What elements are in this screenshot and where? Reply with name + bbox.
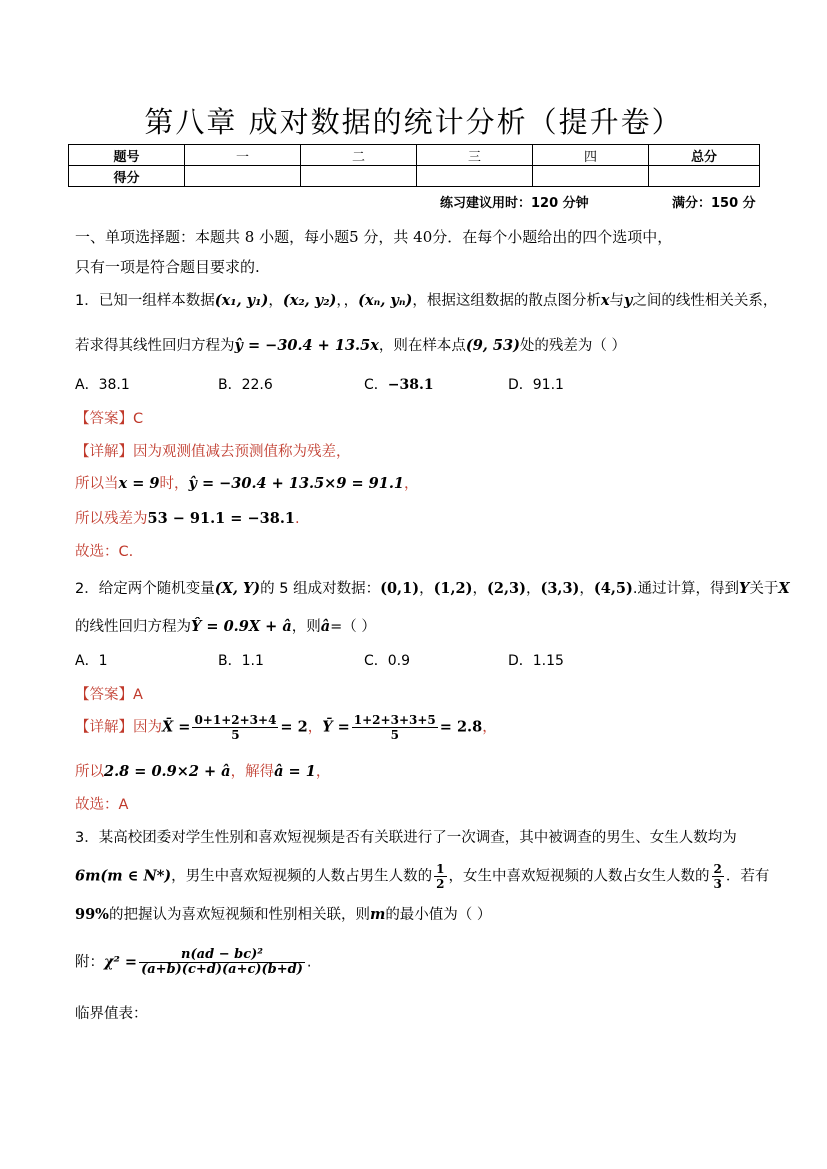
detail-math: 53 − 91.1 = −38.1	[147, 510, 295, 527]
score-table-header-row	[69, 145, 760, 166]
q1-answer: 【答案】C	[75, 411, 144, 427]
q3-line3	[75, 903, 491, 924]
fraction-numerator: 1	[436, 862, 445, 876]
q2-detail-line1	[75, 713, 497, 742]
fraction-numerator: 1+2+3+3+5	[353, 713, 436, 727]
ybar-fraction	[352, 713, 438, 742]
detail-text: 因为观测值减去预测值称为残差，	[133, 444, 351, 460]
q1-text: 1．已知一组样本数据	[75, 293, 215, 309]
fraction-denominator: 2	[436, 877, 445, 891]
header-cell: 题号	[69, 145, 185, 166]
q1-line1	[75, 289, 777, 310]
score-cell[interactable]	[417, 166, 533, 187]
q3-line1: 3．某高校团委对学生性别和喜欢短视频是否有关联进行了一次调查，其中被调查的男生、女生人数均为	[75, 830, 737, 846]
q2-ahat: â	[320, 618, 331, 635]
score-cell[interactable]	[301, 166, 417, 187]
suggested-time: 练习建议用时：120 分钟	[440, 196, 589, 211]
xbar: X̄ =	[162, 718, 191, 736]
detail-math: 2.8 = 0.9×2 + â	[104, 763, 231, 780]
fraction-denominator: 5	[231, 728, 240, 742]
full-score: 满分：150 分	[672, 196, 756, 211]
q2-var-x: X	[778, 580, 790, 597]
q3-fraction-two-thirds	[712, 862, 724, 891]
detail-text: ，	[403, 476, 419, 492]
score-cell[interactable]	[649, 166, 760, 187]
q3-text: ，男生中喜欢短视频的人数占男生人数的	[171, 868, 433, 885]
q2-option-a[interactable]: A．1	[75, 653, 108, 669]
q2-text: ，则	[291, 619, 321, 635]
detail-text: 因为	[133, 719, 162, 736]
q1-option-d[interactable]: D．91.1	[508, 377, 564, 393]
header-cell: 三	[417, 145, 533, 166]
q1-text: ，，	[336, 293, 359, 309]
q1-option-b[interactable]: B．22.6	[218, 377, 273, 393]
q3-count: 6m(m ∈ N*)	[75, 867, 172, 885]
q1-pairn: (xₙ, yₙ)	[358, 292, 413, 309]
q2-point: (4,5)	[593, 580, 633, 597]
q2-answer: 【答案】A	[75, 687, 143, 703]
score-cell[interactable]	[185, 166, 301, 187]
q1-text: 之间的线性相关关系，	[632, 293, 778, 309]
detail-label: 【详解】	[75, 719, 133, 736]
detail-text: 所以当	[75, 476, 119, 492]
fraction-numerator: 2	[713, 862, 722, 876]
detail-math: â = 1	[274, 763, 316, 780]
ybar: Ȳ =	[322, 718, 350, 736]
q3-text: 的最小值为（ ）	[385, 907, 492, 923]
q2-text: 2．给定两个随机变量	[75, 581, 215, 597]
q3-text: ．若有	[725, 868, 770, 885]
q1-regression-eq: ŷ = −30.4 + 13.5x	[234, 337, 379, 354]
q2-sep: ，	[579, 581, 594, 597]
q2-point: (3,3)	[540, 580, 580, 597]
detail-text: ，解得	[230, 764, 275, 780]
xbar-result: = 2	[280, 718, 308, 736]
q1-text: 若求得其线性回归方程为	[75, 338, 235, 354]
q2-choice: 故选：A	[75, 797, 129, 813]
q1-option-a[interactable]: A．38.1	[75, 377, 130, 393]
q1-option-c-value: −38.1	[387, 377, 434, 393]
q2-option-c[interactable]: C．0.9	[364, 653, 411, 669]
q2-point: (2,3)	[487, 580, 526, 597]
page-title: 第八章 成对数据的统计分析（提升卷）	[144, 105, 683, 139]
q1-var-y: y	[624, 292, 633, 309]
section-heading-line2: 只有一项是符合题目要求的.	[75, 258, 260, 276]
header-cell: 四	[533, 145, 649, 166]
q3-text: 的把握认为喜欢短视频和性别相关联，则	[108, 907, 370, 923]
q2-regression-eq: Ŷ = 0.9X + â	[191, 618, 292, 635]
q2-option-b[interactable]: B．1.1	[218, 653, 264, 669]
q1-var-x: x	[600, 292, 610, 309]
q2-text: 的 5 组成对数据：	[260, 581, 381, 597]
q1-detail-line2	[75, 472, 418, 493]
detail-text: ，	[315, 764, 331, 780]
q2-sep: ，	[419, 581, 434, 597]
q2-sep: ，	[525, 581, 541, 597]
q1-choice: 故选：C.	[75, 544, 134, 560]
detail-text: ，	[482, 719, 497, 736]
header-cell: 二	[301, 145, 417, 166]
q2-point: (0,1)	[380, 580, 420, 597]
q2-line1	[75, 577, 790, 598]
q1-pair1: (x₁, y₁)	[214, 292, 269, 309]
chi-square-fraction	[139, 948, 305, 977]
q3-var-m: m	[369, 906, 386, 923]
q1-pair2: (x₂, y₂)	[282, 292, 337, 309]
score-table	[68, 144, 760, 187]
fraction-numerator: 0+1+2+3+4	[194, 713, 277, 727]
q1-line2	[75, 334, 626, 355]
header-cell: 一	[185, 145, 301, 166]
xbar-fraction	[192, 713, 278, 742]
q1-option-c-label: C．	[364, 377, 388, 393]
detail-text: .	[294, 511, 300, 527]
q2-sep: ，	[472, 581, 488, 597]
q1-text: ，	[268, 293, 283, 309]
q1-detail-line3	[75, 507, 300, 528]
q3-fraction-half	[434, 862, 446, 891]
section-heading-line1: 一、单项选择题：本题共 8 小题，每小题5 分，共 40分．在每个小题给出的四个选项中，	[75, 228, 673, 246]
q2-var-y: Y	[738, 580, 750, 597]
detail-text: ，	[307, 719, 323, 736]
q1-option-c[interactable]	[364, 374, 434, 394]
fraction-denominator: (a+b)(c+d)(a+c)(b+d)	[141, 962, 303, 977]
row-label-cell: 得分	[69, 166, 185, 187]
detail-text: 所以	[75, 764, 104, 780]
q2-text: 关于	[749, 581, 779, 597]
q1-text: 与	[609, 293, 624, 309]
q3-text: 附：	[75, 954, 104, 971]
detail-math: ŷ = −30.4 + 13.5×9 = 91.1	[188, 475, 404, 492]
detail-text: 所以残差为	[75, 511, 148, 527]
q3-line2	[75, 862, 769, 891]
q1-point: (9, 53)	[465, 337, 520, 354]
header-cell: 总分	[649, 145, 760, 166]
q2-vars: (X, Y)	[214, 580, 261, 597]
fraction-denominator: 3	[713, 877, 722, 891]
ybar-result: = 2.8	[439, 718, 483, 736]
q1-detail-line1	[75, 440, 351, 461]
q3-text: .	[306, 954, 312, 971]
q2-text: .通过计算，得到	[632, 581, 739, 597]
q1-text: ，根据这组数据的散点图分析	[412, 293, 601, 309]
fraction-denominator: 5	[390, 728, 399, 742]
q3-text: ，女生中喜欢短视频的人数占女生人数的	[448, 868, 710, 885]
q2-detail-line2	[75, 760, 330, 781]
q2-line2	[75, 615, 376, 636]
chi-square: χ² =	[104, 953, 138, 971]
q1-text: 处的残差为（ ）	[519, 338, 627, 354]
q3-formula-line	[75, 948, 312, 977]
q2-text: 的线性回归方程为	[75, 619, 191, 635]
score-cell[interactable]	[533, 166, 649, 187]
score-table-score-row	[69, 166, 760, 187]
q2-point: (1,2)	[433, 580, 473, 597]
q2-text: =（ ）	[330, 619, 376, 635]
critical-value-table-label: 临界值表：	[75, 1006, 148, 1022]
detail-text: 时，	[159, 476, 189, 492]
q1-text: ，则在样本点	[378, 338, 466, 354]
fraction-numerator: n(ad − bc)²	[139, 948, 305, 963]
q2-option-d[interactable]: D．1.15	[508, 653, 564, 669]
detail-label: 【详解】	[75, 444, 133, 460]
q3-percent: 99%	[75, 906, 109, 923]
detail-math: x = 9	[118, 475, 160, 492]
